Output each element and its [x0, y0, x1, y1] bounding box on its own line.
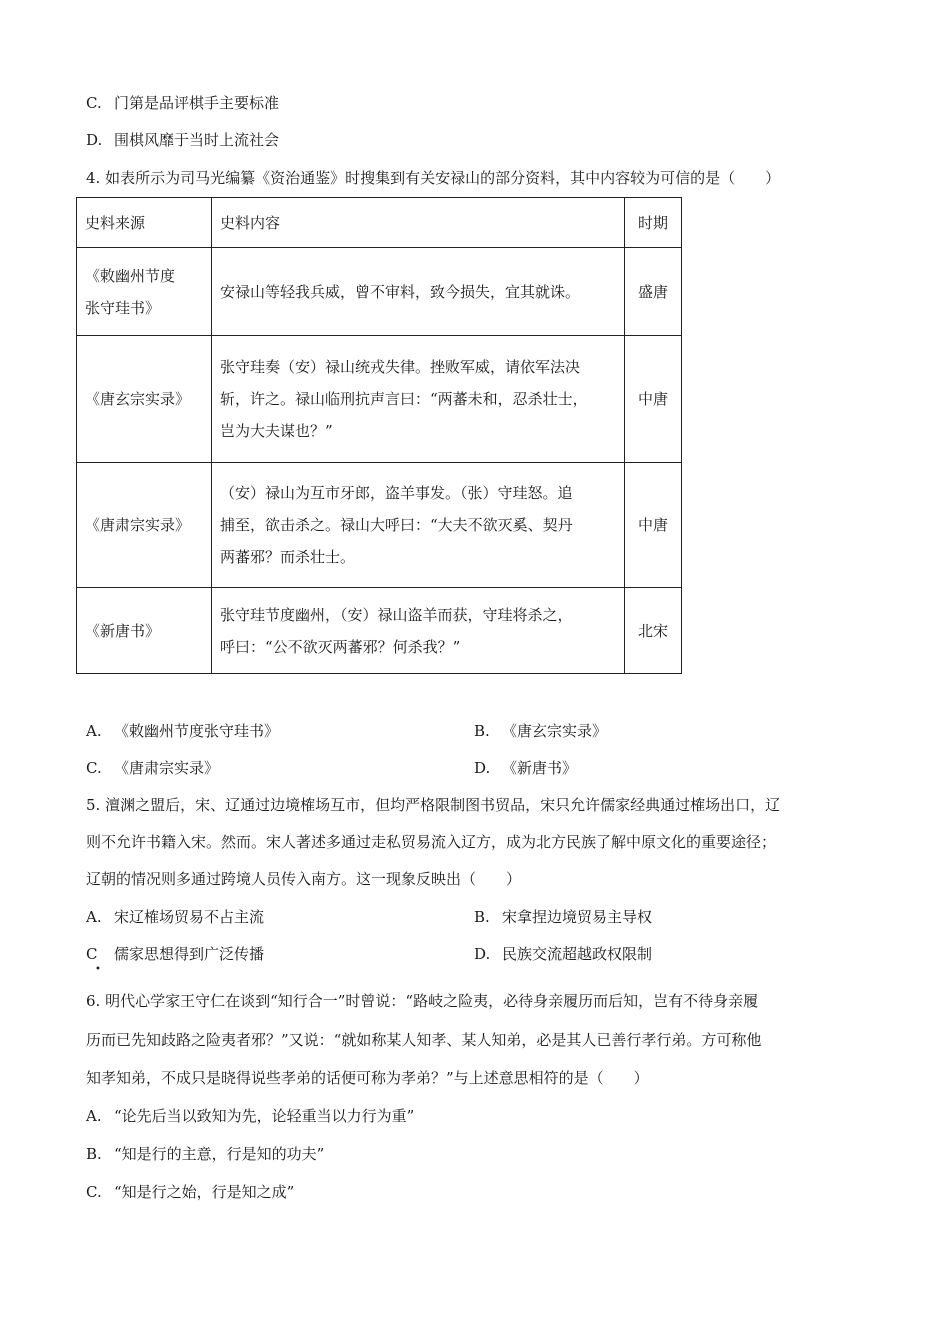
- q6-stem-line-2: 历而已先知歧路之险夷者邪？”又说：“就如称某人知孝、某人知弟，必是其人已善行孝行弟。方可称他: [86, 1031, 762, 1049]
- q5-option-b[interactable]: B. 宋拿捏边境贸易主导权: [474, 908, 653, 926]
- q5-option-d[interactable]: D. 民族交流超越政权限制: [474, 945, 653, 963]
- row-period: 北宋: [625, 588, 682, 674]
- q5-stem-line-2: 则不允许书籍入宋。然而。宋人著述多通过走私贸易流入辽方，成为北方民族了解中原文化的重要途径；: [86, 833, 777, 851]
- q6-stem-line-1: 6. 明代心学家王守仁在谈到“知行合一”时曾说：“路岐之险夷，必待身亲履历而后知，岂有不待身亲履: [86, 992, 759, 1010]
- row-source: 《新唐书》: [77, 588, 212, 674]
- q4-stem: 4. 如表所示为司马光编纂《资治通鉴》时搜集到有关安禄山的部分资料，其中内容较为可信的是（ ）: [86, 169, 781, 187]
- row-period: 盛唐: [625, 248, 682, 336]
- q4-option-c[interactable]: C. 《唐肃宗实录》: [86, 759, 220, 777]
- table-row: [77, 336, 682, 463]
- row-content: 张守珪奏（安）禄山统戎失律。挫败军威，请依军法决 斩，许之。禄山临刑抗声言曰：“两蕃未和，忍杀壮士， 岂为大夫谋也？”: [212, 336, 625, 463]
- row-content: 安禄山等轻我兵威，曾不审料，致今损失，宜其就诛。: [212, 248, 625, 336]
- row-content: （安）禄山为互市牙郎，盗羊事发。（张）守珪怒。追 捕至，欲击杀之。禄山大呼曰：“大夫不欲灭奚、契丹 两蕃邪？而杀壮士。: [212, 463, 625, 588]
- row-source: 《唐肃宗实录》: [77, 463, 212, 588]
- table-row: [77, 248, 682, 336]
- header-content: 史料内容: [212, 198, 625, 248]
- row-source: 《唐玄宗实录》: [77, 336, 212, 463]
- q4-option-b[interactable]: B. 《唐玄宗实录》: [474, 722, 608, 740]
- q6-stem-line-3: 知孝知弟，不成只是晓得说些孝弟的话便可称为孝弟？”与上述意思相符的是（ ）: [86, 1069, 649, 1087]
- row-period: 中唐: [625, 463, 682, 588]
- row-period: 中唐: [625, 336, 682, 463]
- q3-option-d[interactable]: D. 围棋风靡于当时上流社会: [86, 131, 280, 149]
- q5-option-c[interactable]: C 儒家思想得到广泛传播: [86, 945, 265, 963]
- header-source: 史料来源: [77, 198, 212, 248]
- q6-option-a[interactable]: A. “论先后当以致知为先，论轻重当以力行为重”: [86, 1107, 415, 1125]
- stray-dot: •: [95, 964, 101, 975]
- table-row: [77, 463, 682, 588]
- q6-option-b[interactable]: B. “知是行的主意，行是知的功夫”: [86, 1145, 325, 1163]
- q4-option-d[interactable]: D. 《新唐书》: [474, 759, 578, 777]
- row-source: 《敕幽州节度 张守珪书》: [77, 248, 212, 336]
- q5-stem-line-1: 5. 澶渊之盟后，宋、辽通过边境榷场互市，但均严格限制图书贸品，宋只允许儒家经典通过榷场出口，辽: [86, 796, 781, 814]
- header-period: 时期: [625, 198, 682, 248]
- q4-option-a[interactable]: A. 《敕幽州节度张守珪书》: [86, 722, 280, 740]
- q5-stem-line-3: 辽朝的情况则多通过跨境人员传入南方。这一现象反映出（ ）: [86, 870, 522, 888]
- table-header-row: [77, 198, 682, 248]
- row-content: 张守珪节度幽州，（安）禄山盗羊而获，守珪将杀之， 呼曰：“公不欲灭两蕃邪？何杀我？”: [212, 588, 625, 674]
- q6-option-c[interactable]: C. “知是行之始，行是知之成”: [86, 1183, 295, 1201]
- q5-option-a[interactable]: A. 宋辽榷场贸易不占主流: [86, 908, 265, 926]
- q3-option-c[interactable]: C. 门第是品评棋手主要标准: [86, 94, 280, 112]
- table-row: [77, 588, 682, 674]
- source-table: [76, 197, 682, 674]
